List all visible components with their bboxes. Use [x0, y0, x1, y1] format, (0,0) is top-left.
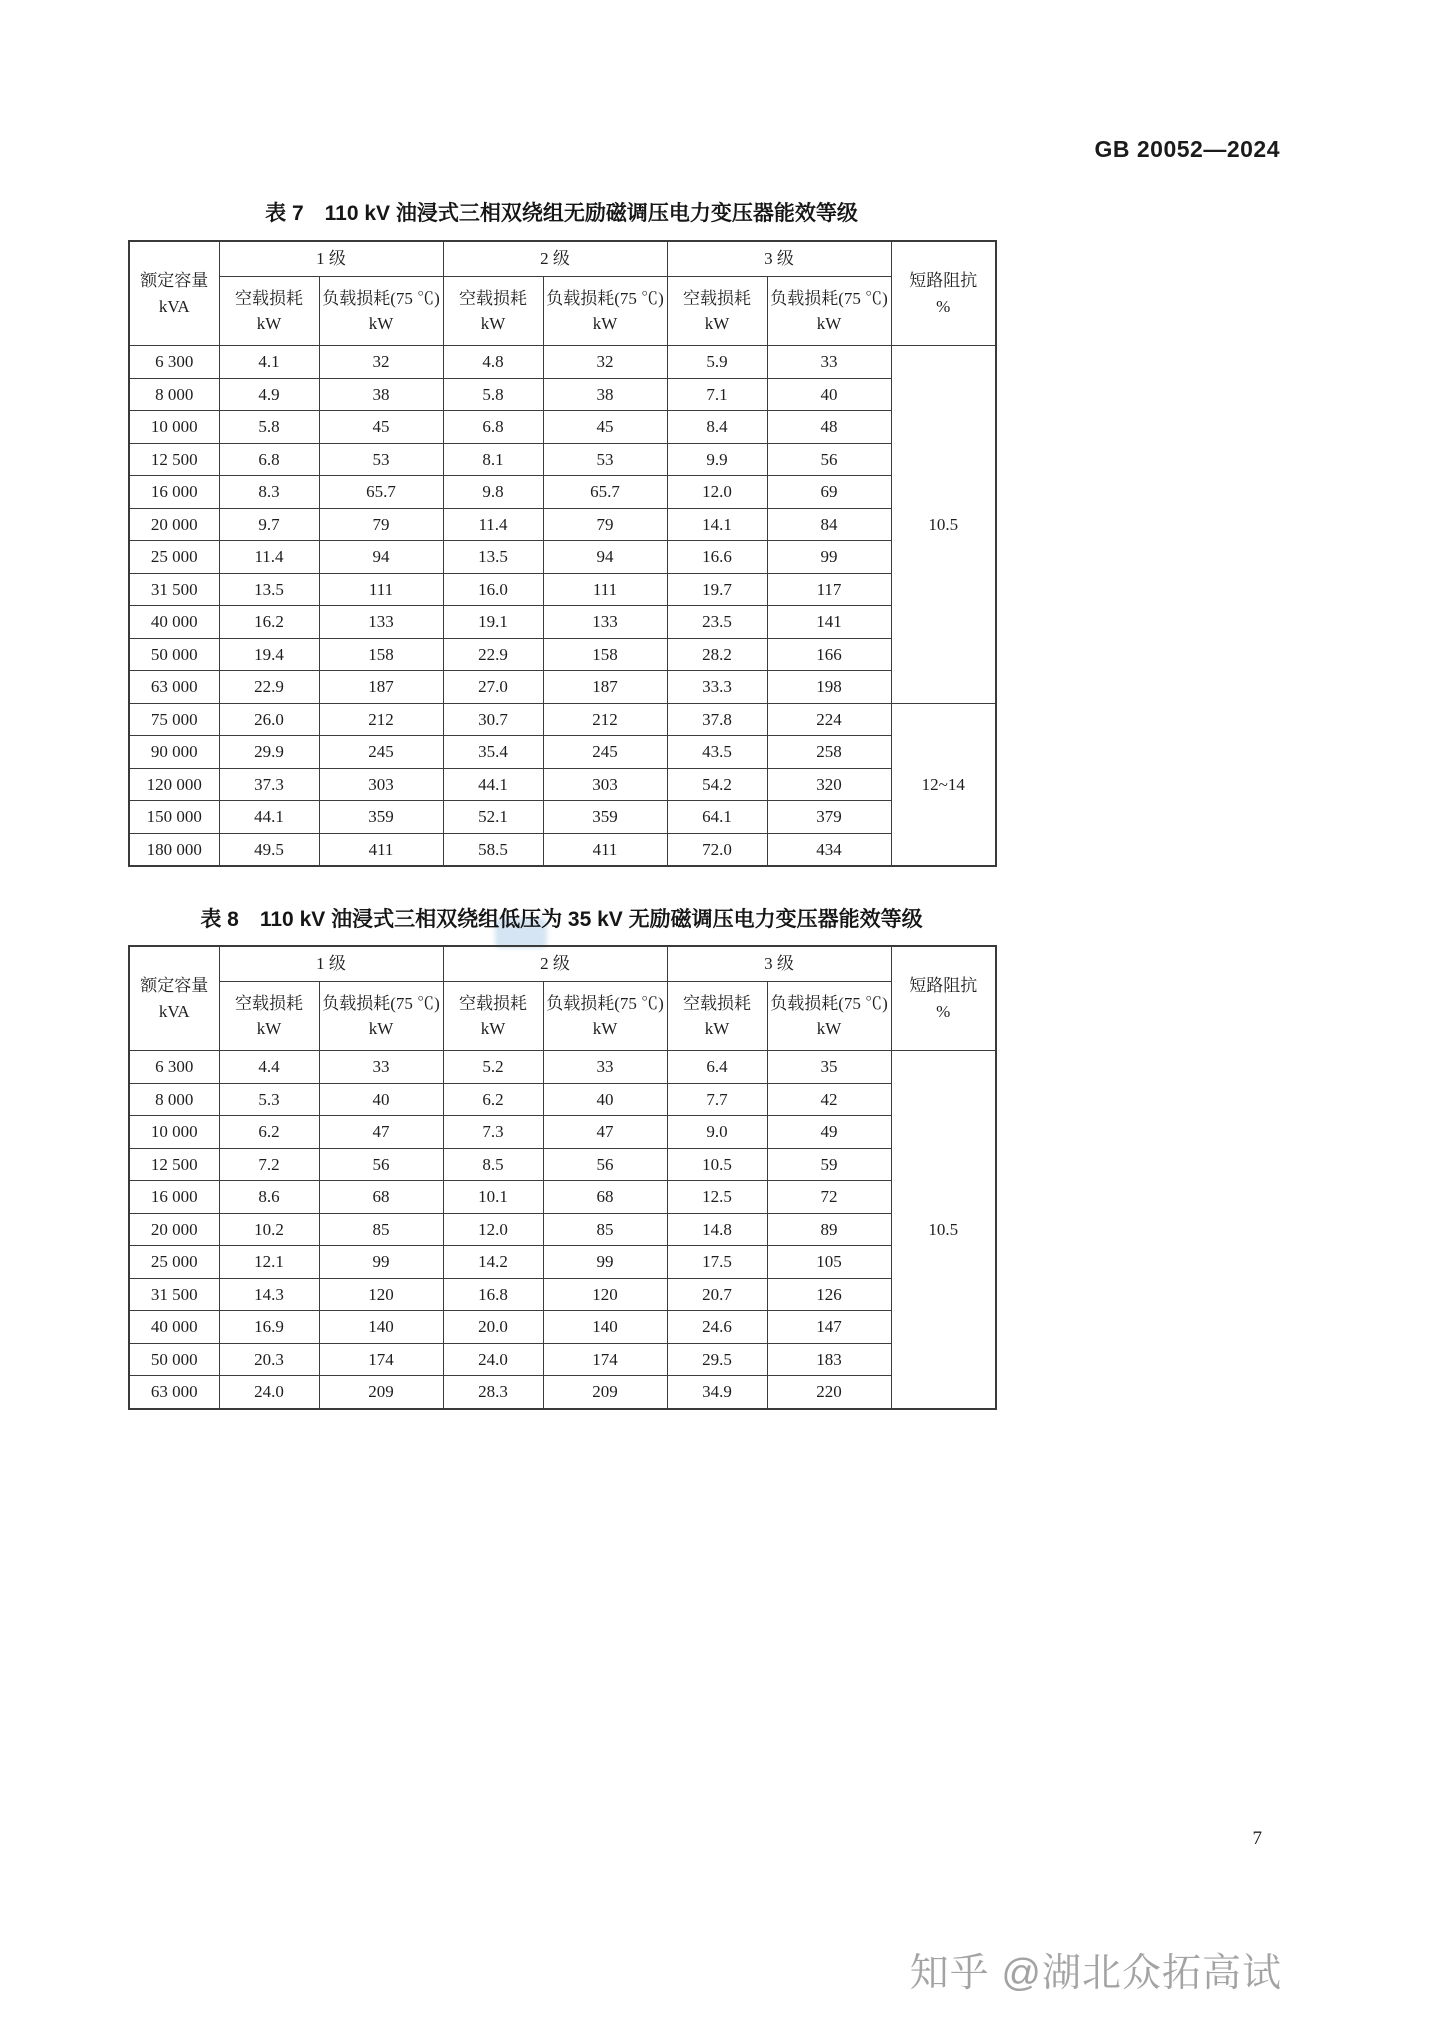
capacity-cell: 6 300 [129, 346, 219, 379]
table-row [129, 1376, 996, 1409]
table7-energy-efficiency [128, 240, 997, 867]
value-cell: 42 [767, 1083, 891, 1116]
value-cell: 20.0 [443, 1311, 543, 1344]
value-cell: 11.4 [443, 508, 543, 541]
value-cell: 48 [767, 411, 891, 444]
value-cell: 79 [543, 508, 667, 541]
impedance-cell: 10.5 [891, 346, 996, 704]
value-cell: 220 [767, 1376, 891, 1409]
impedance-header: 短路阻抗 % [891, 241, 996, 346]
value-cell: 14.2 [443, 1246, 543, 1279]
capacity-cell: 20 000 [129, 1213, 219, 1246]
capacity-cell: 50 000 [129, 1343, 219, 1376]
table-row [129, 1213, 996, 1246]
value-cell: 79 [319, 508, 443, 541]
value-cell: 26.0 [219, 703, 319, 736]
value-cell: 359 [543, 801, 667, 834]
value-cell: 69 [767, 476, 891, 509]
value-cell: 133 [319, 606, 443, 639]
table-row [129, 1116, 996, 1149]
value-cell: 10.5 [667, 1148, 767, 1181]
value-cell: 20.3 [219, 1343, 319, 1376]
value-cell: 89 [767, 1213, 891, 1246]
value-cell: 147 [767, 1311, 891, 1344]
load-loss-header: 负载损耗(75 ℃) kW [543, 277, 667, 346]
value-cell: 32 [543, 346, 667, 379]
capacity-cell: 63 000 [129, 671, 219, 704]
capacity-cell: 25 000 [129, 1246, 219, 1279]
table-row [129, 671, 996, 704]
value-cell: 166 [767, 638, 891, 671]
value-cell: 9.7 [219, 508, 319, 541]
value-cell: 27.0 [443, 671, 543, 704]
value-cell: 6.8 [443, 411, 543, 444]
value-cell: 14.3 [219, 1278, 319, 1311]
header-row-grades [129, 946, 996, 982]
capacity-cell: 120 000 [129, 768, 219, 801]
value-cell: 8.5 [443, 1148, 543, 1181]
table-row [129, 508, 996, 541]
value-cell: 111 [543, 573, 667, 606]
value-cell: 19.7 [667, 573, 767, 606]
table8-energy-efficiency [128, 945, 997, 1410]
value-cell: 212 [319, 703, 443, 736]
capacity-cell: 50 000 [129, 638, 219, 671]
value-cell: 58.5 [443, 833, 543, 866]
value-cell: 13.5 [219, 573, 319, 606]
value-cell: 16.6 [667, 541, 767, 574]
value-cell: 23.5 [667, 606, 767, 639]
value-cell: 5.2 [443, 1051, 543, 1084]
capacity-cell: 180 000 [129, 833, 219, 866]
value-cell: 40 [319, 1083, 443, 1116]
value-cell: 198 [767, 671, 891, 704]
value-cell: 68 [543, 1181, 667, 1214]
value-cell: 434 [767, 833, 891, 866]
value-cell: 38 [543, 378, 667, 411]
value-cell: 14.1 [667, 508, 767, 541]
capacity-cell: 31 500 [129, 573, 219, 606]
value-cell: 33.3 [667, 671, 767, 704]
value-cell: 5.8 [443, 378, 543, 411]
capacity-cell: 16 000 [129, 1181, 219, 1214]
value-cell: 4.1 [219, 346, 319, 379]
value-cell: 4.4 [219, 1051, 319, 1084]
table-row [129, 1181, 996, 1214]
value-cell: 5.3 [219, 1083, 319, 1116]
capacity-cell: 90 000 [129, 736, 219, 769]
noload-loss-header: 空载损耗 kW [219, 982, 319, 1051]
value-cell: 65.7 [319, 476, 443, 509]
value-cell: 209 [543, 1376, 667, 1409]
table-row [129, 801, 996, 834]
capacity-cell: 12 500 [129, 443, 219, 476]
value-cell: 99 [543, 1246, 667, 1279]
capacity-cell: 40 000 [129, 606, 219, 639]
table-row [129, 476, 996, 509]
value-cell: 8.4 [667, 411, 767, 444]
value-cell: 10.1 [443, 1181, 543, 1214]
value-cell: 120 [543, 1278, 667, 1311]
value-cell: 7.2 [219, 1148, 319, 1181]
value-cell: 224 [767, 703, 891, 736]
value-cell: 84 [767, 508, 891, 541]
capacity-cell: 10 000 [129, 411, 219, 444]
value-cell: 6.2 [443, 1083, 543, 1116]
header-row-losses [129, 277, 996, 346]
value-cell: 45 [319, 411, 443, 444]
value-cell: 14.8 [667, 1213, 767, 1246]
value-cell: 29.9 [219, 736, 319, 769]
noload-loss-header: 空载损耗 kW [443, 982, 543, 1051]
value-cell: 99 [767, 541, 891, 574]
table-row [129, 346, 996, 379]
table-row [129, 443, 996, 476]
value-cell: 24.0 [219, 1376, 319, 1409]
noload-loss-header: 空载损耗 kW [667, 982, 767, 1051]
value-cell: 10.2 [219, 1213, 319, 1246]
value-cell: 187 [319, 671, 443, 704]
value-cell: 85 [319, 1213, 443, 1246]
value-cell: 158 [543, 638, 667, 671]
header-row-losses [129, 982, 996, 1051]
value-cell: 187 [543, 671, 667, 704]
capacity-cell: 31 500 [129, 1278, 219, 1311]
value-cell: 9.0 [667, 1116, 767, 1149]
value-cell: 4.9 [219, 378, 319, 411]
value-cell: 245 [543, 736, 667, 769]
capacity-cell: 20 000 [129, 508, 219, 541]
table-row [129, 1246, 996, 1279]
value-cell: 43.5 [667, 736, 767, 769]
value-cell: 49 [767, 1116, 891, 1149]
value-cell: 30.7 [443, 703, 543, 736]
value-cell: 16.2 [219, 606, 319, 639]
value-cell: 53 [319, 443, 443, 476]
value-cell: 53 [543, 443, 667, 476]
value-cell: 72.0 [667, 833, 767, 866]
table-row [129, 768, 996, 801]
table-row [129, 1278, 996, 1311]
table7-title: 表 7 110 kV 油浸式三相双绕组无励磁调压电力变压器能效等级 [265, 202, 858, 225]
value-cell: 99 [319, 1246, 443, 1279]
load-loss-header: 负载损耗(75 ℃) kW [319, 982, 443, 1051]
value-cell: 8.1 [443, 443, 543, 476]
value-cell: 9.9 [667, 443, 767, 476]
value-cell: 258 [767, 736, 891, 769]
value-cell: 209 [319, 1376, 443, 1409]
page-number: 7 [1252, 1828, 1262, 1849]
value-cell: 174 [543, 1343, 667, 1376]
value-cell: 174 [319, 1343, 443, 1376]
noload-loss-header: 空载损耗 kW [219, 277, 319, 346]
value-cell: 72 [767, 1181, 891, 1214]
capacity-cell: 8 000 [129, 378, 219, 411]
capacity-cell: 8 000 [129, 1083, 219, 1116]
value-cell: 7.7 [667, 1083, 767, 1116]
capacity-cell: 75 000 [129, 703, 219, 736]
table-row [129, 833, 996, 866]
value-cell: 16.0 [443, 573, 543, 606]
value-cell: 140 [543, 1311, 667, 1344]
value-cell: 17.5 [667, 1246, 767, 1279]
value-cell: 28.2 [667, 638, 767, 671]
value-cell: 111 [319, 573, 443, 606]
value-cell: 37.3 [219, 768, 319, 801]
value-cell: 33 [319, 1051, 443, 1084]
value-cell: 133 [543, 606, 667, 639]
value-cell: 47 [319, 1116, 443, 1149]
value-cell: 35.4 [443, 736, 543, 769]
value-cell: 94 [319, 541, 443, 574]
value-cell: 65.7 [543, 476, 667, 509]
value-cell: 5.8 [219, 411, 319, 444]
value-cell: 34.9 [667, 1376, 767, 1409]
value-cell: 19.1 [443, 606, 543, 639]
value-cell: 12.0 [667, 476, 767, 509]
table-row [129, 1148, 996, 1181]
value-cell: 6.4 [667, 1051, 767, 1084]
value-cell: 94 [543, 541, 667, 574]
capacity-cell: 12 500 [129, 1148, 219, 1181]
grade-header: 1 级 [219, 241, 443, 277]
value-cell: 64.1 [667, 801, 767, 834]
value-cell: 12.1 [219, 1246, 319, 1279]
value-cell: 13.5 [443, 541, 543, 574]
value-cell: 212 [543, 703, 667, 736]
table8-title: 表 8 110 kV 油浸式三相双绕组低压为 35 kV 无励磁调压电力变压器能效等级 [200, 908, 923, 931]
value-cell: 56 [767, 443, 891, 476]
noload-loss-header: 空载损耗 kW [443, 277, 543, 346]
value-cell: 303 [319, 768, 443, 801]
value-cell: 6.8 [219, 443, 319, 476]
value-cell: 38 [319, 378, 443, 411]
value-cell: 28.3 [443, 1376, 543, 1409]
value-cell: 22.9 [219, 671, 319, 704]
capacity-cell: 63 000 [129, 1376, 219, 1409]
value-cell: 68 [319, 1181, 443, 1214]
table-row [129, 736, 996, 769]
value-cell: 411 [319, 833, 443, 866]
value-cell: 183 [767, 1343, 891, 1376]
value-cell: 16.8 [443, 1278, 543, 1311]
value-cell: 22.9 [443, 638, 543, 671]
value-cell: 59 [767, 1148, 891, 1181]
value-cell: 8.3 [219, 476, 319, 509]
value-cell: 303 [543, 768, 667, 801]
value-cell: 35 [767, 1051, 891, 1084]
value-cell: 120 [319, 1278, 443, 1311]
value-cell: 52.1 [443, 801, 543, 834]
capacity-cell: 10 000 [129, 1116, 219, 1149]
capacity-header: 额定容量 kVA [129, 946, 219, 1051]
value-cell: 44.1 [219, 801, 319, 834]
table-row [129, 378, 996, 411]
value-cell: 126 [767, 1278, 891, 1311]
impedance-cell: 12~14 [891, 703, 996, 866]
grade-header: 2 级 [443, 946, 667, 982]
value-cell: 45 [543, 411, 667, 444]
grade-header: 3 级 [667, 946, 891, 982]
capacity-cell: 6 300 [129, 1051, 219, 1084]
value-cell: 16.9 [219, 1311, 319, 1344]
load-loss-header: 负载损耗(75 ℃) kW [767, 982, 891, 1051]
bottom-watermark: 知乎 @湖北众拓高试 [909, 1952, 1282, 1995]
table-row [129, 1083, 996, 1116]
table-row [129, 573, 996, 606]
value-cell: 54.2 [667, 768, 767, 801]
grade-header: 3 级 [667, 241, 891, 277]
table-row [129, 541, 996, 574]
value-cell: 24.0 [443, 1343, 543, 1376]
value-cell: 5.9 [667, 346, 767, 379]
header-row-grades [129, 241, 996, 277]
capacity-cell: 150 000 [129, 801, 219, 834]
value-cell: 11.4 [219, 541, 319, 574]
value-cell: 158 [319, 638, 443, 671]
value-cell: 33 [543, 1051, 667, 1084]
table-row [129, 638, 996, 671]
impedance-cell: 10.5 [891, 1051, 996, 1409]
value-cell: 105 [767, 1246, 891, 1279]
value-cell: 7.1 [667, 378, 767, 411]
capacity-cell: 40 000 [129, 1311, 219, 1344]
noload-loss-header: 空载损耗 kW [667, 277, 767, 346]
value-cell: 24.6 [667, 1311, 767, 1344]
load-loss-header: 负载损耗(75 ℃) kW [767, 277, 891, 346]
capacity-cell: 16 000 [129, 476, 219, 509]
capacity-cell: 25 000 [129, 541, 219, 574]
capacity-header: 额定容量 kVA [129, 241, 219, 346]
grade-header: 1 级 [219, 946, 443, 982]
table-row [129, 1051, 996, 1084]
value-cell: 47 [543, 1116, 667, 1149]
value-cell: 40 [767, 378, 891, 411]
value-cell: 37.8 [667, 703, 767, 736]
value-cell: 40 [543, 1083, 667, 1116]
table-row [129, 606, 996, 639]
value-cell: 19.4 [219, 638, 319, 671]
standard-number: GB 20052—2024 [1094, 136, 1280, 162]
value-cell: 44.1 [443, 768, 543, 801]
value-cell: 20.7 [667, 1278, 767, 1311]
value-cell: 6.2 [219, 1116, 319, 1149]
value-cell: 12.5 [667, 1181, 767, 1214]
value-cell: 117 [767, 573, 891, 606]
value-cell: 140 [319, 1311, 443, 1344]
impedance-header: 短路阻抗 % [891, 946, 996, 1051]
value-cell: 56 [319, 1148, 443, 1181]
value-cell: 9.8 [443, 476, 543, 509]
value-cell: 320 [767, 768, 891, 801]
value-cell: 49.5 [219, 833, 319, 866]
table-row [129, 1343, 996, 1376]
table-row [129, 703, 996, 736]
value-cell: 4.8 [443, 346, 543, 379]
value-cell: 29.5 [667, 1343, 767, 1376]
grade-header: 2 级 [443, 241, 667, 277]
table-row [129, 1311, 996, 1344]
value-cell: 8.6 [219, 1181, 319, 1214]
value-cell: 32 [319, 346, 443, 379]
value-cell: 411 [543, 833, 667, 866]
value-cell: 33 [767, 346, 891, 379]
value-cell: 141 [767, 606, 891, 639]
value-cell: 85 [543, 1213, 667, 1246]
load-loss-header: 负载损耗(75 ℃) kW [319, 277, 443, 346]
load-loss-header: 负载损耗(75 ℃) kW [543, 982, 667, 1051]
value-cell: 245 [319, 736, 443, 769]
value-cell: 359 [319, 801, 443, 834]
value-cell: 12.0 [443, 1213, 543, 1246]
value-cell: 56 [543, 1148, 667, 1181]
value-cell: 379 [767, 801, 891, 834]
table-row [129, 411, 996, 444]
value-cell: 7.3 [443, 1116, 543, 1149]
